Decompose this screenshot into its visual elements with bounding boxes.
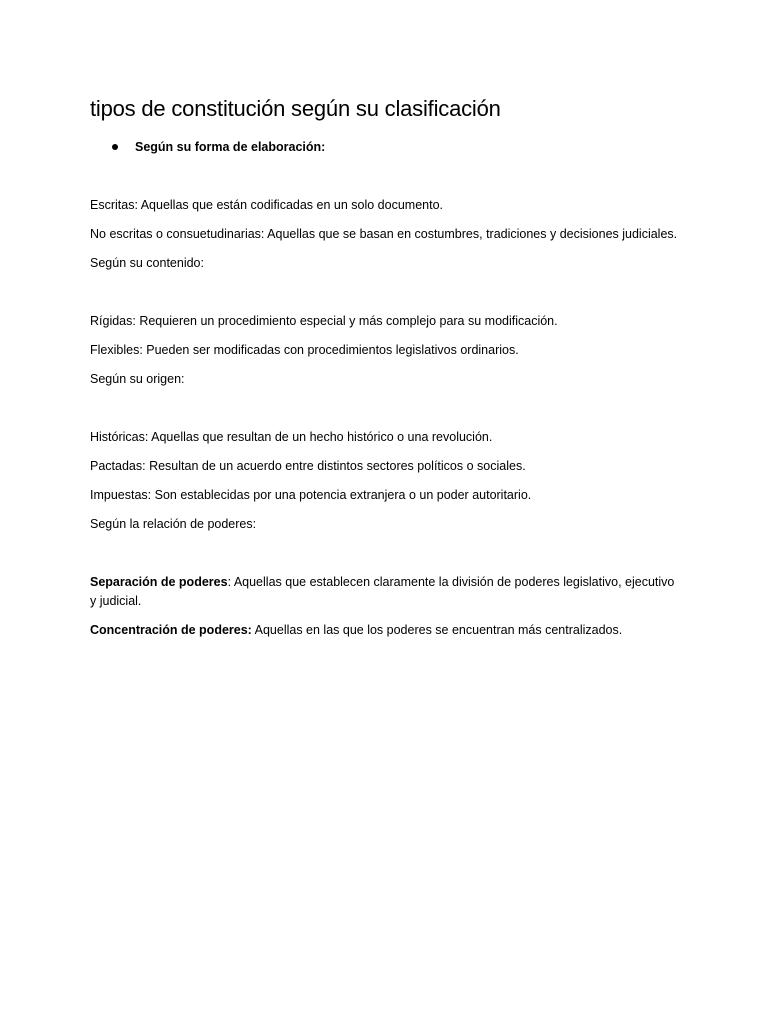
- text-separacion: : Aquellas que establecen claramente la división de poderes legislativo, ejecutivo y judicial.: [90, 575, 675, 608]
- text-concentracion: Aquellas en las que los poderes se encuentran más centralizados.: [251, 623, 623, 637]
- paragraph-concentracion: [90, 621, 690, 640]
- bullet-item-forma-elaboracion: [112, 137, 672, 157]
- heading-origen: Según su origen:: [90, 372, 185, 386]
- term-separacion: Separación de poderes: [90, 575, 228, 589]
- line-rigidas: Rígidas: Requieren un procedimiento especial y más complejo para su modificación.: [90, 314, 558, 328]
- line-escritas: Escritas: Aquellas que están codificadas en un solo documento.: [90, 198, 443, 212]
- term-concentracion: Concentración de poderes:: [90, 623, 252, 637]
- line-no-escritas: No escritas o consuetudinarias: Aquellas que se basan en costumbres, tradiciones y decisiones judiciales.: [90, 227, 678, 241]
- line-historicas: Históricas: Aquellas que resultan de un hecho histórico o una revolución.: [90, 430, 493, 444]
- document-title: tipos de constitución según su clasificación: [90, 96, 501, 121]
- line-impuestas: Impuestas: Son establecidas por una potencia extranjera o un poder autoritario.: [90, 488, 532, 502]
- line-flexibles: Flexibles: Pueden ser modificadas con procedimientos legislativos ordinarios.: [90, 343, 519, 357]
- bullet-heading: Según su forma de elaboración:: [135, 140, 326, 154]
- paragraph-separacion: [90, 573, 682, 611]
- heading-contenido: Según su contenido:: [90, 256, 204, 270]
- bullet-dot-icon: [112, 144, 118, 150]
- line-pactadas: Pactadas: Resultan de un acuerdo entre distintos sectores políticos o sociales.: [90, 459, 526, 473]
- heading-relacion-poderes: Según la relación de poderes:: [90, 517, 257, 531]
